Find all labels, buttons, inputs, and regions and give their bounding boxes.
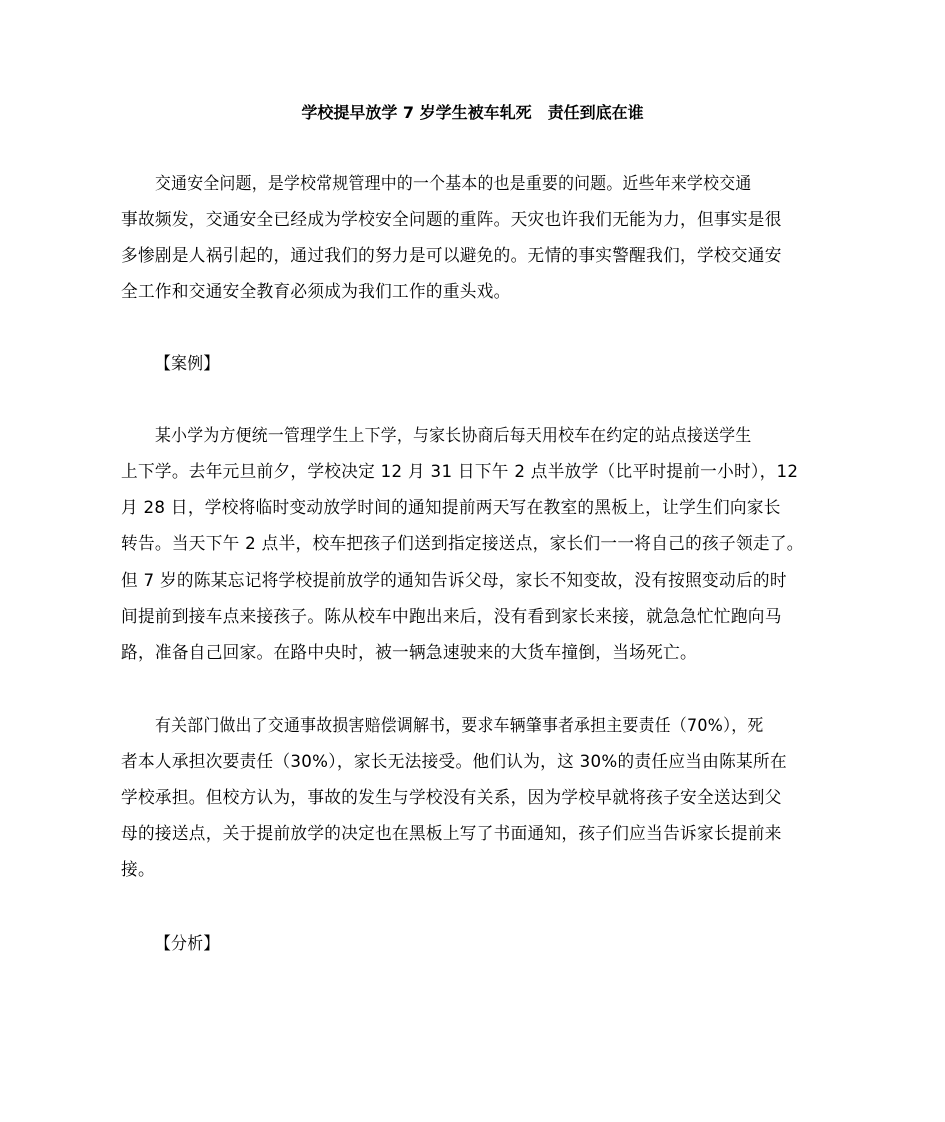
paragraph-line: 路，准备自己回家。在路中央时，被一辆急速驶来的大货车撞倒，当场死亡。 <box>121 643 697 663</box>
paragraph-line: 上下学。去年元旦前夕，学校决定 12 月 31 日下午 2 点半放学（比平时提前一小时），12 <box>121 462 799 482</box>
paragraph-line: 多惨剧是人祸引起的，通过我们的努力是可以避免的。无情的事实警醒我们，学校交通安 <box>121 246 782 266</box>
paragraph-line: 但 7 岁的陈某忘记将学校提前放学的通知告诉父母，家长不知变故，没有按照变动后的时 <box>121 571 787 591</box>
paragraph-line: 事故频发，交通安全已经成为学校安全问题的重阵。天灾也许我们无能为力，但事实是很 <box>121 210 782 230</box>
paragraph-line: 某小学为方便统一管理学生上下学，与家长协商后每天用校车在约定的站点接送学生 <box>155 426 752 446</box>
paragraph-line: 学校承担。但校方认为，事故的发生与学校没有关系，因为学校早就将孩子安全送达到父 <box>121 788 782 808</box>
paragraph-line: 母的接送点，关于提前放学的决定也在黑板上写了书面通知，孩子们应当告诉家长提前来 <box>121 824 782 844</box>
paragraph-line: 有关部门做出了交通事故损害赔偿调解书，要求车辆肇事者承担主要责任（70%），死 <box>155 716 764 736</box>
case-heading: 【案例】 <box>155 354 220 374</box>
paragraph-line: 交通安全问题，是学校常规管理中的一个基本的也是重要的问题。近些年来学校交通 <box>155 174 752 194</box>
document-title: 学校提早放学 7 岁学生被车轧死 责任到底在谁 <box>301 103 644 122</box>
paragraph-line: 接。 <box>121 860 155 880</box>
paragraph-line: 间提前到接车点来接孩子。陈从校车中跑出来后，没有看到家长来接，就急急忙忙跑向马 <box>121 607 782 627</box>
paragraph-line: 全工作和交通安全教育必须成为我们工作的重头戏。 <box>121 282 511 302</box>
paragraph-line: 月 28 日，学校将临时变动放学时间的通知提前两天写在教室的黑板上，让学生们向家长 <box>121 498 781 518</box>
analysis-heading: 【分析】 <box>155 934 220 954</box>
paragraph-line: 者本人承担次要责任（30%），家长无法接受。他们认为，这 30%的责任应当由陈某所在 <box>121 752 787 772</box>
paragraph-line: 转告。当天下午 2 点半，校车把孩子们送到指定接送点，家长们一一将自己的孩子领走了。 <box>121 534 804 554</box>
